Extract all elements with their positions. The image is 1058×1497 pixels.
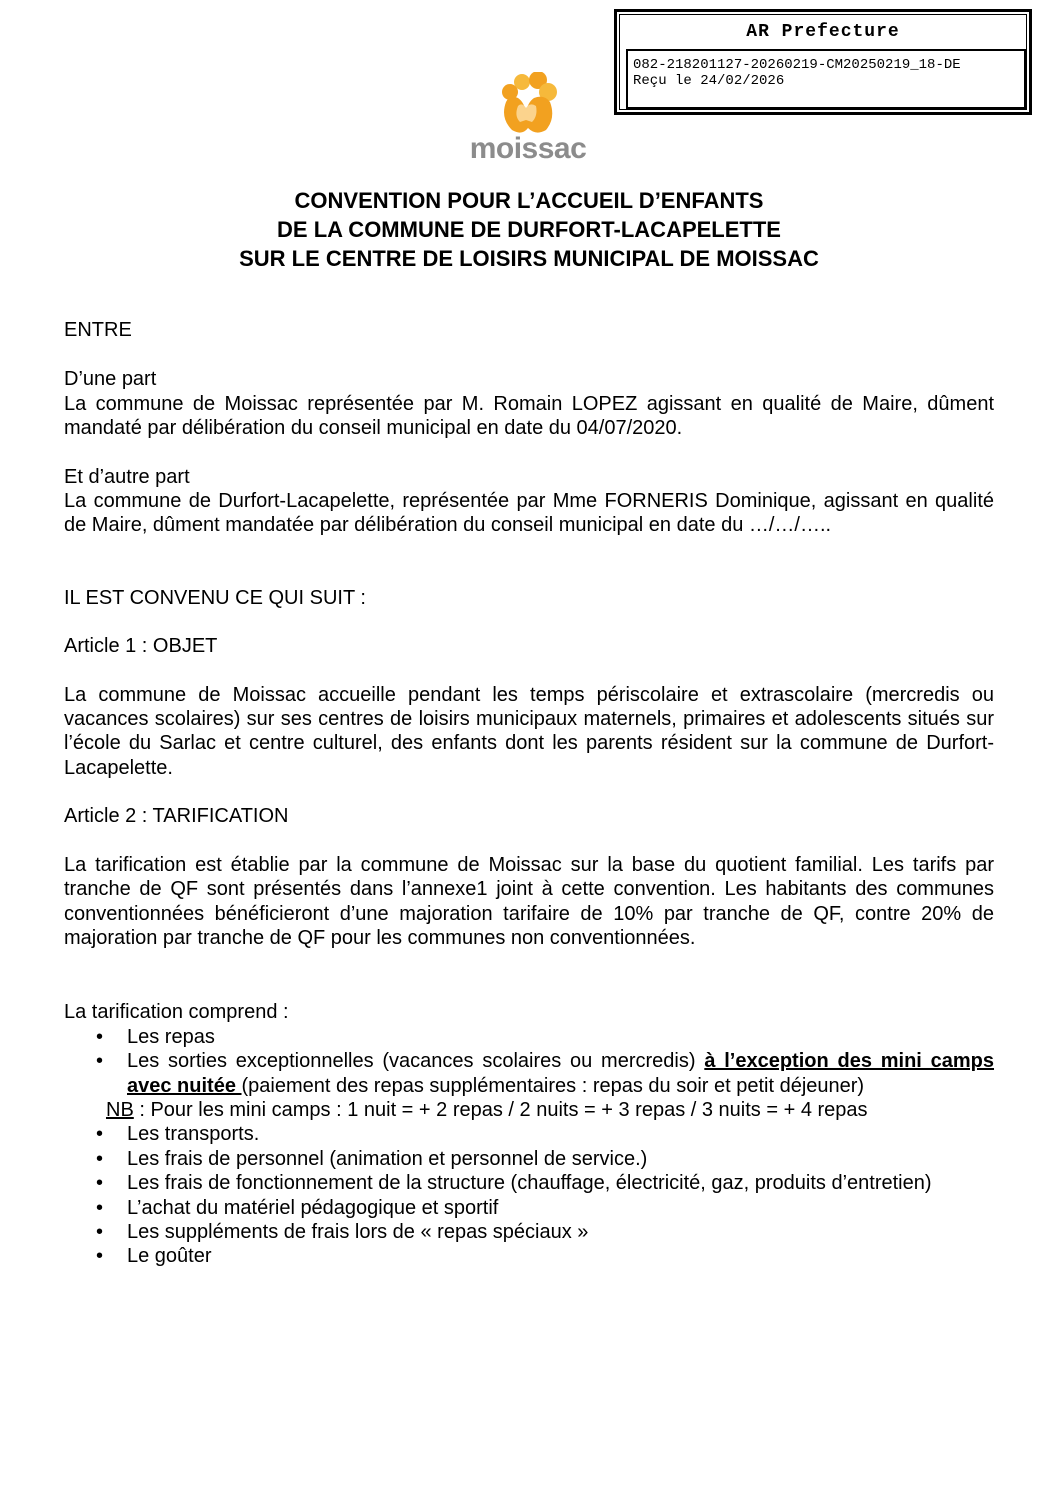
- article1-text: La commune de Moissac accueille pendant les temps périscolaire et extrascolaire (mercredis ou vacances scolaires) sur ses centres de loisirs municipaux maternels, primaires et adolescents situés sur l’école du Sarlac et centre culturel, des enfants dont les parents résident sur la commune de Durfort-Lacapelette.: [64, 683, 994, 779]
- stamp-received-date: Reçu le 24/02/2026: [633, 73, 785, 89]
- title-line-3: SUR LE CENTRE DE LOISIRS MUNICIPAL DE MOISSAC: [239, 246, 819, 271]
- stamp-id-line: 082-218201127-20260219-CM20250219_18-DE: [633, 57, 961, 73]
- first-party-label: D’une part: [64, 368, 157, 391]
- document-body: [64, 318, 994, 1269]
- agreed-heading: IL EST CONVENU CE QUI SUIT :: [64, 586, 366, 609]
- tarification-list-continued: [64, 1122, 994, 1268]
- article2-heading: Article 2 : TARIFICATION: [64, 805, 289, 828]
- list-item: • Les frais de personnel (animation et personnel de service.): [64, 1147, 994, 1171]
- mini-camps-exception: à l’exception des mini camps avec nuitée: [127, 1050, 995, 1097]
- nb-note: [64, 1098, 994, 1122]
- prefecture-stamp: [614, 9, 1032, 115]
- list-item: • Le goûter: [64, 1244, 994, 1268]
- list-item: • Les sorties exceptionnelles (vacances scolaires ou mercredis) à l’exception des mini camps avec nuitée (paiement des repas supplémentaires : repas du soir et petit déjeuner): [64, 1049, 994, 1098]
- article2-text: La tarification est établie par la commune de Moissac sur la base du quotient familial. Les tarifs par tranche de QF sont présentés dans l’annexe1 joint à cette convention. Les habitants des communes conventionnées bénéficieront d’une majoration tarifaire de 10% par tranche de QF, contre 20% de majoration par tranche de QF pour les communes non conventionnées.: [64, 853, 994, 949]
- title-line-1: CONVENTION POUR L’ACCUEIL D’ENFANTS: [294, 188, 764, 213]
- logo-figures-icon: [466, 72, 590, 136]
- article1-heading: Article 1 : OBJET: [64, 635, 218, 658]
- stamp-title: AR Prefecture: [746, 22, 900, 42]
- stamp-reference-box: [626, 49, 1026, 109]
- first-party-text: La commune de Moissac représentée par M. Romain LOPEZ agissant en qualité de Maire, dûment mandaté par délibération du conseil municipal en date du 04/07/2020.: [64, 392, 994, 440]
- list-item: • Les suppléments de frais lors de « repas spéciaux »: [64, 1220, 994, 1244]
- nb-text: : Pour les mini camps : 1 nuit = + 2 repas / 2 nuits = + 3 repas / 3 nuits = + 4 repas: [133, 1098, 868, 1121]
- tarification-intro: La tarification comprend :: [64, 1001, 289, 1024]
- title-line-2: DE LA COMMUNE DE DURFORT-LACAPELETTE: [277, 217, 781, 242]
- between-label: ENTRE: [64, 319, 132, 341]
- list-item: • Les repas: [64, 1025, 994, 1049]
- list-item: • Les transports.: [64, 1122, 994, 1146]
- tarification-list: [64, 1025, 994, 1098]
- list-item: • L’achat du matériel pédagogique et sportif: [64, 1196, 994, 1220]
- moissac-logo: [466, 72, 590, 172]
- list-item: • Les frais de fonctionnement de la structure (chauffage, électricité, gaz, produits d’entretien): [64, 1171, 994, 1195]
- document-title: [0, 186, 1058, 273]
- logo-wordmark: moissac: [469, 132, 587, 165]
- nb-label: NB: [106, 1098, 134, 1121]
- second-party-label: Et d’autre part: [64, 465, 190, 488]
- second-party-text: La commune de Durfort-Lacapelette, représentée par Mme FORNERIS Dominique, agissant en qualité de Maire, dûment mandatée par délibération du conseil municipal en date du …/…/…..: [64, 490, 994, 537]
